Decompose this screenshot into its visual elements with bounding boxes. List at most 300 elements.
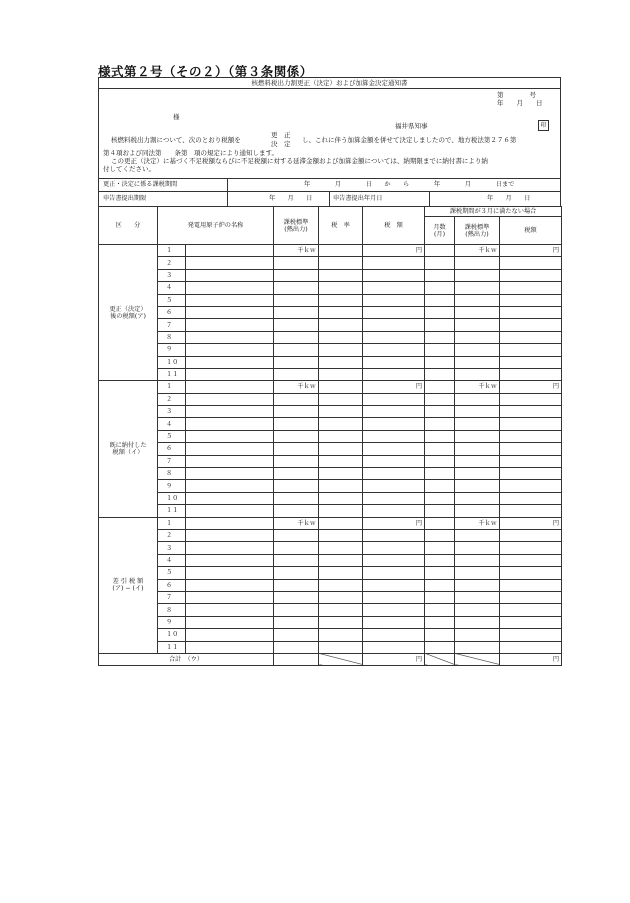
reactor-name-cell[interactable]	[186, 294, 274, 306]
tax-amount-cell[interactable]	[363, 344, 425, 356]
reactor-name-cell[interactable]	[186, 257, 274, 269]
tax-amount-cell[interactable]	[363, 591, 425, 603]
total-row	[99, 653, 562, 665]
tax-rate-cell[interactable]	[319, 257, 363, 269]
table-row	[99, 319, 562, 331]
section-label-line1: 差 引 税 額	[112, 578, 144, 586]
tax-rate-cell[interactable]	[319, 567, 363, 579]
short-standard-cell[interactable]	[455, 368, 500, 380]
total-label: 合計 （ウ）	[99, 653, 274, 665]
months-cell[interactable]	[425, 282, 455, 294]
row-number: ９	[158, 480, 186, 492]
tax-rate-cell[interactable]	[319, 406, 363, 418]
short-standard-cell[interactable]	[455, 629, 500, 641]
total-short-standard-cell-struck	[455, 653, 500, 665]
table-row	[99, 356, 562, 368]
short-standard-cell[interactable]	[455, 269, 500, 281]
header-short-standard	[455, 217, 500, 245]
total-rate-cell-struck	[319, 653, 363, 665]
table-row	[99, 542, 562, 554]
header-tax-rate: 税 率	[319, 207, 363, 245]
tax-amount-cell[interactable]	[363, 641, 425, 653]
tax-amount-cell[interactable]	[363, 306, 425, 318]
row-number: １１	[158, 505, 186, 517]
reactor-name-cell[interactable]	[186, 505, 274, 517]
tax-rate-cell[interactable]	[319, 319, 363, 331]
months-cell[interactable]	[425, 492, 455, 504]
months-cell[interactable]	[425, 306, 455, 318]
reactor-name-cell[interactable]	[186, 641, 274, 653]
reactor-name-cell[interactable]	[186, 319, 274, 331]
table-row	[99, 517, 562, 529]
tax-standard-cell[interactable]	[274, 269, 319, 281]
tax-standard-cell[interactable]	[274, 430, 319, 442]
tax-rate-cell[interactable]	[319, 542, 363, 554]
tax-standard-cell[interactable]	[274, 641, 319, 653]
short-tax-cell[interactable]: 円	[500, 245, 562, 257]
section-label-line2: 税額（イ）	[112, 448, 144, 456]
reactor-name-cell[interactable]	[186, 418, 274, 430]
row-number: ２	[158, 529, 186, 541]
tax-rate-cell[interactable]	[319, 306, 363, 318]
reactor-name-cell[interactable]	[186, 245, 274, 257]
divider	[329, 191, 330, 207]
short-tax-cell[interactable]	[500, 430, 562, 442]
table-row	[99, 381, 562, 393]
short-tax-cell[interactable]	[500, 356, 562, 368]
short-tax-cell[interactable]	[500, 542, 562, 554]
short-tax-cell[interactable]	[500, 554, 562, 566]
tax-amount-cell[interactable]	[363, 319, 425, 331]
short-standard-cell[interactable]	[455, 579, 500, 591]
months-cell[interactable]	[425, 542, 455, 554]
tax-rate-cell[interactable]	[319, 529, 363, 541]
table-row	[99, 443, 562, 455]
short-tax-cell[interactable]	[500, 368, 562, 380]
reactor-name-cell[interactable]	[186, 604, 274, 616]
row-number: ６	[158, 579, 186, 591]
header-tax-standard	[274, 207, 319, 245]
short-tax-cell[interactable]	[500, 282, 562, 294]
tax-standard-cell[interactable]	[274, 356, 319, 368]
short-tax-cell[interactable]	[500, 616, 562, 628]
tax-standard-cell[interactable]	[274, 591, 319, 603]
tax-amount-cell[interactable]	[363, 331, 425, 343]
tax-rate-cell[interactable]	[319, 492, 363, 504]
reactor-name-cell[interactable]	[186, 406, 274, 418]
tax-amount-cell[interactable]	[363, 492, 425, 504]
months-cell[interactable]	[425, 393, 455, 405]
short-standard-cell[interactable]	[455, 418, 500, 430]
reactor-name-cell[interactable]	[186, 579, 274, 591]
months-cell[interactable]	[425, 319, 455, 331]
months-cell[interactable]	[425, 455, 455, 467]
row-number: ９	[158, 344, 186, 356]
tax-standard-cell[interactable]	[274, 480, 319, 492]
tax-amount-cell[interactable]	[363, 257, 425, 269]
short-tax-cell[interactable]	[500, 468, 562, 480]
months-cell[interactable]	[425, 418, 455, 430]
header-months-line2: (月)	[433, 230, 445, 238]
table-row	[99, 257, 562, 269]
months-cell[interactable]	[425, 406, 455, 418]
short-standard-cell[interactable]	[455, 591, 500, 603]
short-tax-cell[interactable]	[500, 480, 562, 492]
period-value: 年 月 日 か ら 年 月 日まで	[304, 181, 515, 188]
tax-amount-cell[interactable]	[363, 567, 425, 579]
tax-rate-cell[interactable]	[319, 381, 363, 393]
tax-standard-cell[interactable]: 千ｋｗ	[274, 245, 319, 257]
reactor-name-cell[interactable]	[186, 480, 274, 492]
tax-rate-cell[interactable]	[319, 480, 363, 492]
tax-standard-cell[interactable]	[274, 406, 319, 418]
tax-amount-cell[interactable]	[363, 529, 425, 541]
months-cell[interactable]	[425, 443, 455, 455]
choice-kosei: 更 正	[271, 131, 291, 139]
tax-amount-cell[interactable]	[363, 480, 425, 492]
months-cell[interactable]	[425, 629, 455, 641]
tax-amount-cell[interactable]	[363, 269, 425, 281]
tax-standard-cell[interactable]	[274, 418, 319, 430]
tax-standard-cell[interactable]	[274, 455, 319, 467]
short-tax-cell[interactable]	[500, 579, 562, 591]
short-standard-cell[interactable]	[455, 455, 500, 467]
tax-rate-cell[interactable]	[319, 641, 363, 653]
section-label	[99, 517, 158, 653]
reactor-name-cell[interactable]	[186, 344, 274, 356]
tax-rate-cell[interactable]	[319, 517, 363, 529]
short-standard-cell[interactable]	[455, 492, 500, 504]
tax-amount-cell[interactable]	[363, 418, 425, 430]
total-short-tax-cell[interactable]: 円	[500, 653, 562, 665]
tax-rate-cell[interactable]	[319, 294, 363, 306]
reactor-name-cell[interactable]	[186, 282, 274, 294]
row-number: ５	[158, 430, 186, 442]
tax-standard-cell[interactable]	[274, 468, 319, 480]
tax-standard-cell[interactable]	[274, 319, 319, 331]
reactor-name-cell[interactable]	[186, 542, 274, 554]
tax-rate-cell[interactable]	[319, 245, 363, 257]
tax-amount-cell[interactable]	[363, 455, 425, 467]
months-cell[interactable]	[425, 641, 455, 653]
short-tax-cell[interactable]	[500, 443, 562, 455]
tax-amount-cell[interactable]	[363, 294, 425, 306]
tax-standard-cell[interactable]	[274, 629, 319, 641]
tax-rate-cell[interactable]	[319, 356, 363, 368]
short-tax-cell[interactable]	[500, 641, 562, 653]
table-row	[99, 393, 562, 405]
reactor-name-cell[interactable]	[186, 629, 274, 641]
table-row	[99, 629, 562, 641]
short-tax-cell[interactable]	[500, 604, 562, 616]
header-kubun: 区 分	[99, 207, 158, 245]
tax-standard-cell[interactable]	[274, 529, 319, 541]
tax-standard-cell[interactable]	[274, 554, 319, 566]
divider	[429, 191, 430, 207]
short-tax-cell[interactable]: 円	[500, 517, 562, 529]
months-cell[interactable]	[425, 554, 455, 566]
short-tax-cell[interactable]	[500, 492, 562, 504]
short-tax-cell[interactable]	[500, 567, 562, 579]
header-short-standard-line1: 課税標準	[464, 223, 490, 231]
header-tax-amount: 税 額	[363, 207, 425, 245]
tax-standard-cell[interactable]	[274, 492, 319, 504]
short-standard-cell[interactable]	[455, 480, 500, 492]
short-tax-cell[interactable]	[500, 331, 562, 343]
reactor-name-cell[interactable]	[186, 331, 274, 343]
short-tax-cell[interactable]	[500, 529, 562, 541]
reactor-name-cell[interactable]	[186, 567, 274, 579]
tax-rate-cell[interactable]	[319, 418, 363, 430]
tax-standard-cell[interactable]	[274, 542, 319, 554]
divider	[227, 191, 228, 207]
tax-rate-cell[interactable]	[319, 331, 363, 343]
section-label-line2: (ア) − (イ)	[112, 585, 144, 593]
tax-rate-cell[interactable]	[319, 269, 363, 281]
short-standard-cell[interactable]: 千ｋｗ	[455, 245, 500, 257]
short-standard-cell[interactable]	[455, 406, 500, 418]
tax-rate-cell[interactable]	[319, 455, 363, 467]
months-cell[interactable]	[425, 344, 455, 356]
reactor-name-cell[interactable]	[186, 269, 274, 281]
tax-amount-cell[interactable]	[363, 282, 425, 294]
tax-amount-cell[interactable]	[363, 406, 425, 418]
months-cell[interactable]	[425, 567, 455, 579]
table-row	[99, 294, 562, 306]
tax-table	[98, 206, 562, 666]
header-short-standard-line2: (熱出力)	[465, 230, 489, 238]
table-row	[99, 554, 562, 566]
reactor-name-cell[interactable]	[186, 368, 274, 380]
months-cell[interactable]	[425, 430, 455, 442]
short-standard-cell[interactable]	[455, 505, 500, 517]
divider	[227, 178, 228, 191]
reactor-name-cell[interactable]	[186, 554, 274, 566]
tax-amount-cell[interactable]	[363, 368, 425, 380]
months-cell[interactable]	[425, 331, 455, 343]
reactor-name-cell[interactable]	[186, 381, 274, 393]
tax-amount-cell[interactable]	[363, 393, 425, 405]
tax-standard-cell[interactable]: 千ｋｗ	[274, 517, 319, 529]
section-label-line1: 更正（決定）	[109, 305, 147, 313]
months-cell[interactable]	[425, 368, 455, 380]
tax-amount-cell[interactable]: 円	[363, 245, 425, 257]
tax-standard-cell[interactable]	[274, 294, 319, 306]
table-row	[99, 418, 562, 430]
tax-standard-cell[interactable]	[274, 567, 319, 579]
tax-rate-cell[interactable]	[319, 591, 363, 603]
tax-standard-cell[interactable]	[274, 344, 319, 356]
tax-standard-cell[interactable]	[274, 505, 319, 517]
tax-amount-cell[interactable]	[363, 505, 425, 517]
tax-rate-cell[interactable]	[319, 468, 363, 480]
tax-amount-cell[interactable]	[363, 443, 425, 455]
tax-rate-cell[interactable]	[319, 368, 363, 380]
row-number: ４	[158, 554, 186, 566]
tax-standard-cell[interactable]	[274, 443, 319, 455]
short-standard-cell[interactable]	[455, 319, 500, 331]
tax-standard-cell[interactable]	[274, 331, 319, 343]
tax-standard-cell[interactable]	[274, 579, 319, 591]
short-standard-cell[interactable]	[455, 356, 500, 368]
short-standard-cell[interactable]	[455, 257, 500, 269]
filed-date-label: 申告書提出年月日	[333, 195, 383, 202]
header-short-period: 課税期間が３月に満たない場合	[425, 207, 562, 217]
months-cell[interactable]	[425, 604, 455, 616]
short-standard-cell[interactable]: 千ｋｗ	[455, 517, 500, 529]
tax-rate-cell[interactable]	[319, 579, 363, 591]
row-number: ８	[158, 331, 186, 343]
tax-standard-cell[interactable]	[274, 282, 319, 294]
short-tax-cell[interactable]	[500, 344, 562, 356]
short-tax-cell[interactable]	[500, 455, 562, 467]
months-cell[interactable]	[425, 356, 455, 368]
short-standard-cell[interactable]	[455, 306, 500, 318]
tax-standard-cell[interactable]	[274, 257, 319, 269]
short-tax-cell[interactable]	[500, 319, 562, 331]
tax-standard-cell[interactable]	[274, 306, 319, 318]
short-standard-cell[interactable]	[455, 430, 500, 442]
short-standard-cell[interactable]	[455, 393, 500, 405]
reactor-name-cell[interactable]	[186, 430, 274, 442]
months-cell[interactable]	[425, 257, 455, 269]
short-standard-cell[interactable]	[455, 567, 500, 579]
months-cell[interactable]	[425, 505, 455, 517]
tax-standard-cell[interactable]	[274, 393, 319, 405]
short-standard-cell[interactable]	[455, 294, 500, 306]
tax-rate-cell[interactable]	[319, 393, 363, 405]
reactor-name-cell[interactable]	[186, 517, 274, 529]
row-number: ７	[158, 319, 186, 331]
short-tax-cell[interactable]	[500, 629, 562, 641]
tax-standard-cell[interactable]: 千ｋｗ	[274, 381, 319, 393]
tax-amount-cell[interactable]	[363, 579, 425, 591]
addressee: 様	[173, 113, 180, 121]
tax-amount-cell[interactable]	[363, 554, 425, 566]
row-number: ７	[158, 591, 186, 603]
header-short-tax: 税額	[500, 217, 562, 245]
tax-rate-cell[interactable]	[319, 604, 363, 616]
short-tax-cell[interactable]	[500, 406, 562, 418]
months-cell[interactable]	[425, 294, 455, 306]
deadline-label: 申告書提出期限	[103, 195, 147, 202]
table-row	[99, 368, 562, 380]
tax-rate-cell[interactable]	[319, 554, 363, 566]
months-cell[interactable]	[425, 517, 455, 529]
reactor-name-cell[interactable]	[186, 443, 274, 455]
tax-amount-cell[interactable]	[363, 629, 425, 641]
total-tax-cell[interactable]: 円	[363, 653, 425, 665]
tax-rate-cell[interactable]	[319, 430, 363, 442]
reactor-name-cell[interactable]	[186, 356, 274, 368]
short-tax-cell[interactable]	[500, 294, 562, 306]
tax-amount-cell[interactable]	[363, 430, 425, 442]
row-number: １	[158, 517, 186, 529]
table-row	[99, 641, 562, 653]
seal-mark: 印	[538, 120, 549, 131]
months-cell[interactable]	[425, 579, 455, 591]
row-number: ６	[158, 306, 186, 318]
tax-rate-cell[interactable]	[319, 629, 363, 641]
tax-rate-cell[interactable]	[319, 282, 363, 294]
tax-standard-cell[interactable]	[274, 368, 319, 380]
tax-rate-cell[interactable]	[319, 616, 363, 628]
short-standard-cell[interactable]	[455, 641, 500, 653]
months-cell[interactable]	[425, 245, 455, 257]
reactor-name-cell[interactable]	[186, 455, 274, 467]
tax-amount-cell[interactable]: 円	[363, 517, 425, 529]
short-standard-cell[interactable]	[455, 616, 500, 628]
body-line-1a: 核燃料税出力割について、次のとおり税額を	[111, 136, 241, 144]
short-tax-cell[interactable]	[500, 591, 562, 603]
section-label-line2: 後の税額(ア)	[110, 312, 146, 320]
short-standard-cell[interactable]	[455, 344, 500, 356]
short-tax-cell[interactable]	[500, 269, 562, 281]
months-cell[interactable]	[425, 529, 455, 541]
table-row	[99, 529, 562, 541]
reactor-name-cell[interactable]	[186, 591, 274, 603]
short-standard-cell[interactable]	[455, 604, 500, 616]
reactor-name-cell[interactable]	[186, 492, 274, 504]
tax-amount-cell[interactable]	[363, 542, 425, 554]
reactor-name-cell[interactable]	[186, 529, 274, 541]
total-months-cell-struck	[425, 653, 455, 665]
months-cell[interactable]	[425, 616, 455, 628]
short-standard-cell[interactable]	[455, 282, 500, 294]
short-standard-cell[interactable]	[455, 542, 500, 554]
short-tax-cell[interactable]	[500, 505, 562, 517]
tax-amount-cell[interactable]	[363, 604, 425, 616]
tax-amount-cell[interactable]	[363, 616, 425, 628]
table-row	[99, 616, 562, 628]
tax-rate-cell[interactable]	[319, 443, 363, 455]
tax-standard-cell[interactable]	[274, 604, 319, 616]
short-standard-cell[interactable]	[455, 331, 500, 343]
reactor-name-cell[interactable]	[186, 468, 274, 480]
short-standard-cell[interactable]	[455, 443, 500, 455]
months-cell[interactable]	[425, 591, 455, 603]
reactor-name-cell[interactable]	[186, 393, 274, 405]
tax-amount-cell[interactable]	[363, 468, 425, 480]
table-row	[99, 505, 562, 517]
total-standard-cell	[274, 653, 319, 665]
months-cell[interactable]	[425, 480, 455, 492]
row-number: ３	[158, 269, 186, 281]
short-tax-cell[interactable]	[500, 418, 562, 430]
short-tax-cell[interactable]	[500, 257, 562, 269]
table-row	[99, 492, 562, 504]
short-standard-cell[interactable]: 千ｋｗ	[455, 381, 500, 393]
notice-date: 年 月 日	[497, 99, 543, 107]
short-tax-cell[interactable]: 円	[500, 381, 562, 393]
table-row	[99, 331, 562, 343]
short-standard-cell[interactable]	[455, 468, 500, 480]
short-standard-cell[interactable]	[455, 529, 500, 541]
months-cell[interactable]	[425, 381, 455, 393]
months-cell[interactable]	[425, 269, 455, 281]
tax-amount-cell[interactable]: 円	[363, 381, 425, 393]
short-tax-cell[interactable]	[500, 393, 562, 405]
short-tax-cell[interactable]	[500, 306, 562, 318]
reactor-name-cell[interactable]	[186, 306, 274, 318]
tax-amount-cell[interactable]	[363, 356, 425, 368]
tax-rate-cell[interactable]	[319, 344, 363, 356]
months-cell[interactable]	[425, 468, 455, 480]
short-standard-cell[interactable]	[455, 554, 500, 566]
tax-rate-cell[interactable]	[319, 505, 363, 517]
reactor-name-cell[interactable]	[186, 616, 274, 628]
tax-standard-cell[interactable]	[274, 616, 319, 628]
